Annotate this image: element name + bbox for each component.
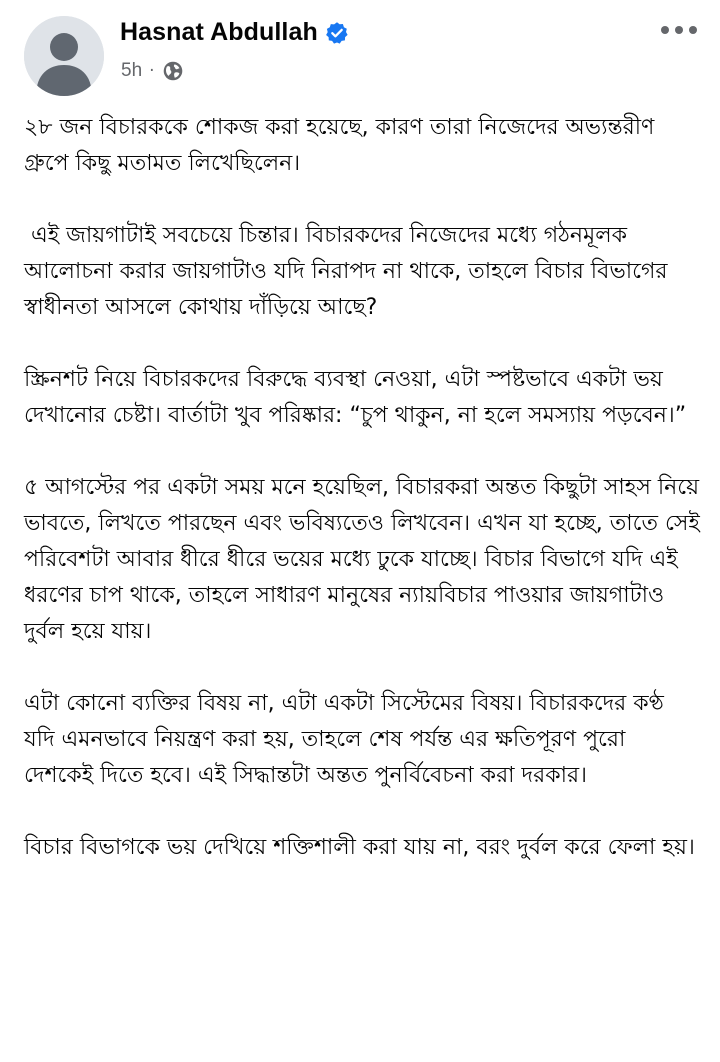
post-body <box>24 110 707 902</box>
verified-badge-icon <box>325 21 349 45</box>
more-options-button[interactable] <box>654 14 704 46</box>
globe-icon[interactable] <box>163 61 183 81</box>
post-paragraph: এই জায়গাটাই সবচেয়ে চিন্তার। বিচারকদের নিজেদের মধ্যে গঠনমূলক আলোচনা করার জায়গাটাও যদি নিরাপদ না থাকে, তাহলে বিচার বিভাগের স্বাধীনতা আসলে কোথায় দাঁড়িয়ে আছে? <box>24 223 675 320</box>
post-paragraph: ৫ আগস্টের পর একটা সময় মনে হয়েছিল, বিচারকরা অন্তত কিছুটা সাহস নিয়ে ভাবতে, লিখতে পারছেন এবং ভবিষ্যতেও লিখবেন। এখন যা হচ্ছে, তাতে সেই পরিবেশটা আবার ধীরে ধীরে ভয়ের মধ্যে ঢুকে যাচ্ছে। বিচার বিভাগে যদি এই ধরণের চাপ থাকে, তাহলে সাধারণ মানুষের ন্যায়বিচার পাওয়ার জায়গাটাও দুর্বল হয়ে যায়। <box>24 475 707 644</box>
author-row <box>120 18 349 47</box>
post-header <box>0 0 720 100</box>
author-name[interactable]: Hasnat Abdullah <box>120 18 318 46</box>
post-paragraph: স্ক্রিনশট নিয়ে বিচারকদের বিরুদ্ধে ব্যবস্থা নেওয়া, এটা স্পষ্টভাবে একটা ভয় দেখানোর চেষ্টা। বার্তাটা খুব পরিষ্কার: “চুপ থাকুন, না হলে সমস্যায় পড়বেন।” <box>24 367 687 428</box>
post-timestamp[interactable]: 5h <box>121 60 143 81</box>
default-profile-icon <box>24 16 104 96</box>
post-paragraph: বিচার বিভাগকে ভয় দেখিয়ে শক্তিশালী করা যায় না, বরং দুর্বল করে ফেলা হয়। <box>24 835 695 860</box>
avatar[interactable] <box>24 16 104 96</box>
post-paragraph: এটা কোনো ব্যক্তির বিষয় না, এটা একটা সিস্টেমের বিষয়। বিচারকদের কণ্ঠ যদি এমনভাবে নিয়ন্ত্রণ করা হয়, তাহলে শেষ পর্যন্ত এর ক্ষতিপূরণ পুরো দেশকেই দিতে হবে। এই সিদ্ধান্তটা অন্তত পুনর্বিবেচনা করা দরকার। <box>24 691 671 788</box>
post-paragraph: ২৮ জন বিচারককে শোকজ করা হয়েছে, কারণ তারা নিজেদের অভ্যন্তরীণ গ্রুপে কিছু মতামত লিখেছিলেন। <box>24 115 662 176</box>
more-options-icon <box>660 25 698 35</box>
meta-separator: · <box>149 61 155 81</box>
post-meta <box>121 60 183 82</box>
